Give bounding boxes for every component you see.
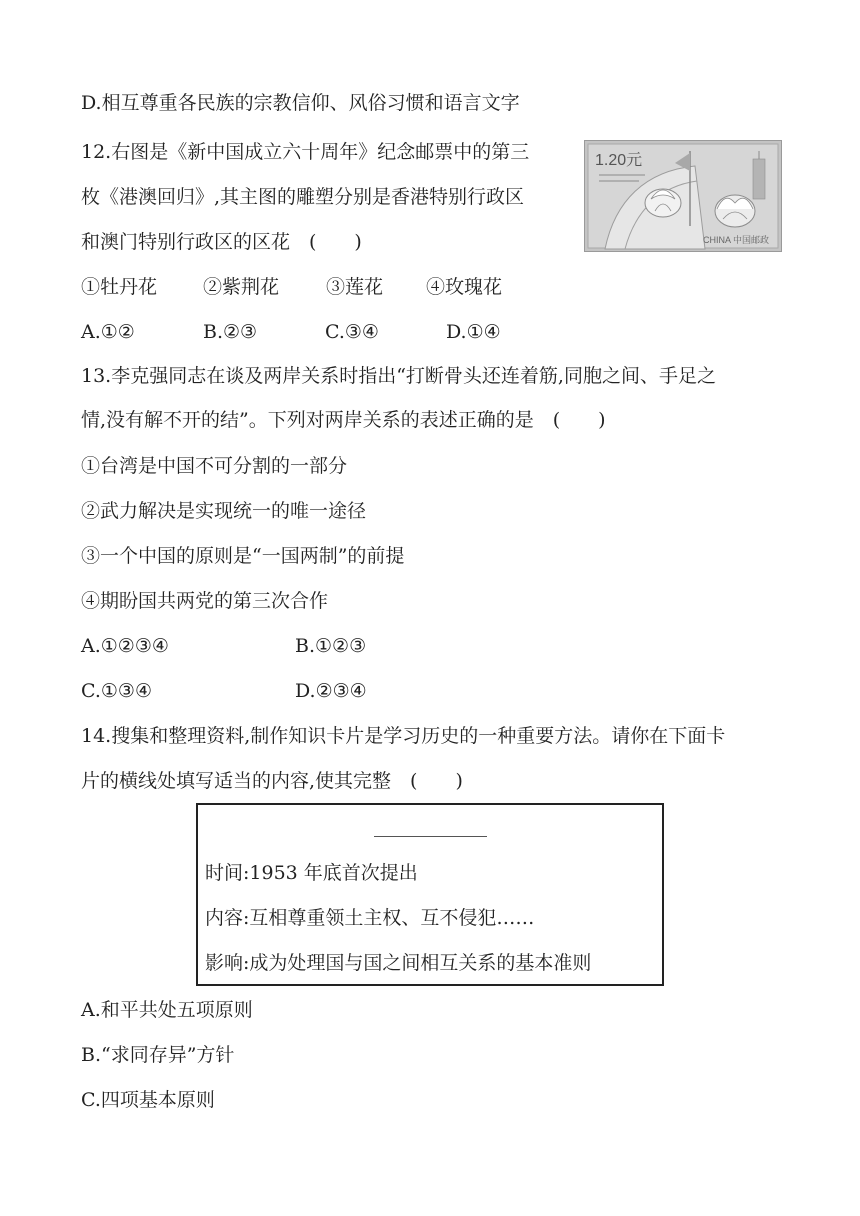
q13-item-2: ②武力解决是实现统一的唯一途径 [81,500,367,522]
q13-item-3: ③一个中国的原则是“一国两制”的前提 [81,545,405,567]
stamp-country: CHINA 中国邮政 [703,235,770,245]
q12-option-a: A.①② [81,321,135,343]
q13-option-d: D.②③④ [295,680,367,702]
q12-item-2: ②紫荆花 [203,276,280,298]
q11-option-d: D.相互尊重各民族的宗教信仰、风俗习惯和语言文字 [81,92,520,114]
q13-option-a: A.①②③④ [81,635,169,657]
knowledge-card [196,803,664,986]
q12-stem-line-1: 12.右图是《新中国成立六十周年》纪念邮票中的第三 [81,141,530,163]
q14-stem-line-2: 片的横线处填写适当的内容,使其完整 ( ) [81,770,463,792]
q12-stem-line-3: 和澳门特别行政区的区花 ( ) [81,231,362,253]
q14-option-c: C.四项基本原则 [81,1089,215,1111]
stamp-denomination: 1.20元 [595,152,643,169]
q12-option-b: B.②③ [203,321,258,343]
stamp-illustration [585,141,781,251]
q13-stem-line-2: 情,没有解不开的结”。下列对两岸关系的表述正确的是 ( ) [81,409,606,431]
stamp-image [584,140,782,252]
q12-item-3: ③莲花 [326,276,384,298]
q13-option-b: B.①②③ [295,635,367,657]
card-time: 时间:1953 年底首次提出 [205,862,418,884]
card-title-blank [374,836,487,837]
q14-stem-line-1: 14.搜集和整理资料,制作知识卡片是学习历史的一种重要方法。请你在下面卡 [81,725,726,747]
q14-option-a: A.和平共处五项原则 [81,999,253,1021]
q13-item-1: ①台湾是中国不可分割的一部分 [81,455,348,477]
q12-option-d: D.①④ [446,321,501,343]
q12-item-1: ①牡丹花 [81,276,158,298]
q13-item-4: ④期盼国共两党的第三次合作 [81,590,329,612]
card-content: 内容:互相尊重领土主权、互不侵犯…… [205,907,535,929]
q12-stem-line-2: 枚《港澳回归》,其主图的雕塑分别是香港特别行政区 [81,186,525,208]
q12-item-4: ④玫瑰花 [426,276,503,298]
q12-option-c: C.③④ [325,321,379,343]
q13-option-c: C.①③④ [81,680,152,702]
card-impact: 影响:成为处理国与国之间相互关系的基本准则 [205,952,592,974]
q13-stem-line-1: 13.李克强同志在谈及两岸关系时指出“打断骨头还连着筋,同胞之间、手足之 [81,365,716,387]
q14-option-b: B.“求同存异”方针 [81,1044,235,1066]
